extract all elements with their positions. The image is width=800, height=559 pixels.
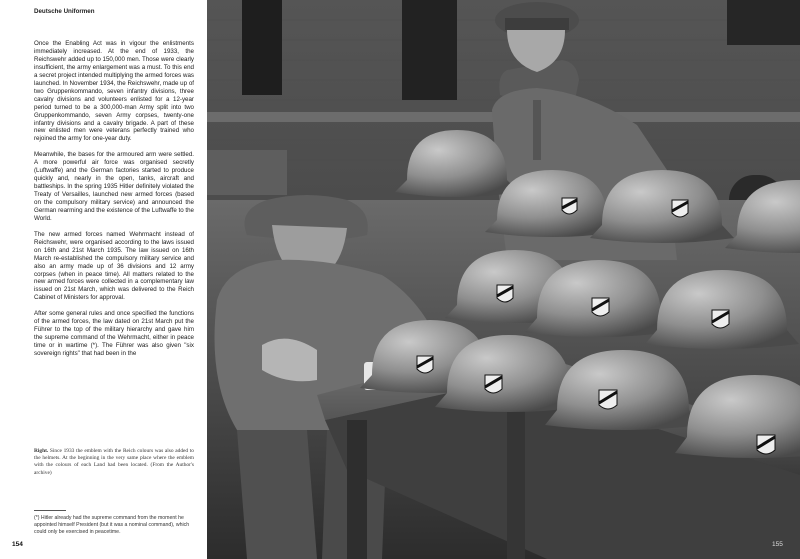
photo-soldiers-painting-helmets bbox=[207, 0, 800, 559]
left-page bbox=[0, 0, 207, 559]
footnote-rule bbox=[34, 510, 66, 511]
body-paragraph: The new armed forces named Wehrmacht instead of Reichswehr, were organised according to the laws issued on 16th and 21st March 1935. The law issued on 16th March re-established the compulsory military service and also an army made up of 36 divisions and 12 army corpses (when in peace time). All matters related to the new armed forces were collected in a complementary law issued on 21st March, which was delivered to the Reich Cabinet of Ministers for approval. bbox=[34, 230, 194, 302]
footnote: (*) Hitler already had the supreme command from the moment he appointed himself President (but it was a nominal command), which could only be exercised in peacetime. bbox=[34, 515, 190, 535]
window-left bbox=[242, 0, 282, 95]
body-paragraph: Once the Enabling Act was in vigour the enlistments immediately increased. At the end of 1933, the Reichswehr added up to 150,000 men. Those were clearly insufficient, the army enlargement was a must. To this end a secret project intended multiplying the armed forces was launched. In November 1934, the Reichswehr, made up of two Gruppenkommando, seven infantry divisions, three cavalry divisions and volunteers enlisted for a 12-year period turned to be a 300,000-man Army split into two Gruppenkommando, seven Army corpses, twenty-one infantry divisions and a cavalry brigade. A part of these new enlisted men were veterans perfectly trained who rejoined the army for one-year duty. bbox=[34, 40, 194, 143]
body-paragraph: After some general rules and once specified the functions of the armed forces, the law dated on 21st March put the Führer to the top of the military hierarchy and gave him the supreme command of the Wehrmacht, either in peace time or in wartime (*). The Führer was also given "six sovereign rights" that had been in the bbox=[34, 310, 194, 357]
caption-text: Since 1933 the emblem with the Reich colours was also added to the helmets. At the beginning in the very same place where the emblem with the colours of each Land had been located. (From the Author's archive) bbox=[34, 448, 194, 476]
body-paragraph: Meanwhile, the bases for the armoured arm were settled. A more powerful air force was organised secretly (Luftwaffe) and the German factories started to produce quickly and, nearly in the open, tanks, aircraft and battleships. In the spring 1935 Hitler definitely violated the Treaty of Versailles, launched new armed forces (based on the compulsory military service) and announced the German rearming and the existence of the Luftwaffe to the World. bbox=[34, 151, 194, 222]
page-number-right: 155 bbox=[772, 541, 783, 548]
caption-lead: Right. bbox=[34, 448, 49, 454]
running-header: Deutsche Uniformen bbox=[34, 8, 95, 15]
right-page bbox=[207, 0, 800, 559]
page-number-left: 154 bbox=[12, 541, 23, 548]
body-text bbox=[34, 40, 194, 366]
photo-caption bbox=[34, 448, 194, 477]
window-center bbox=[402, 0, 457, 100]
wall-block bbox=[207, 150, 287, 195]
window-right bbox=[727, 0, 800, 45]
